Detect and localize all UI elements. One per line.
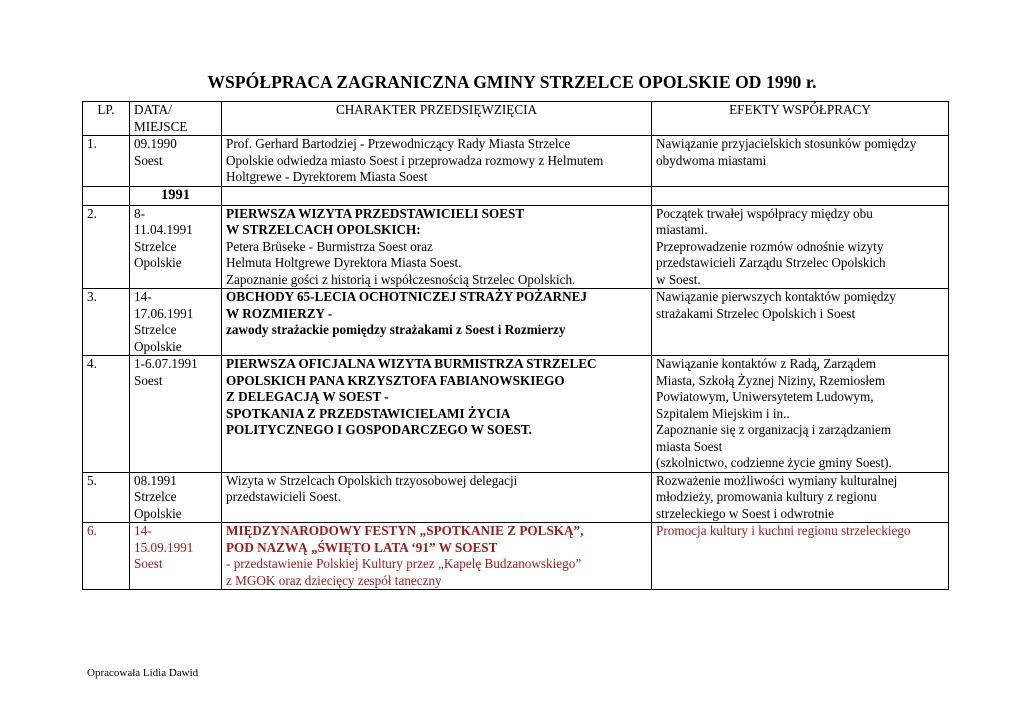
cell-line: młodzieży, promowania kultury z regionu — [656, 489, 877, 504]
table-body — [83, 136, 949, 590]
cell-line: 17.06.1991 — [134, 305, 194, 321]
cell-line: Zapoznanie się z organizacją i zarządzaniem — [656, 422, 892, 437]
cell-line: strzeleckiego w Soest i odwrotnie — [656, 505, 834, 521]
header-date-line1: DATA/ — [134, 102, 172, 117]
cell-charakter — [222, 289, 652, 356]
cell-line: Wizyta w Strzelcach Opolskich trzyosobowej delegacji — [226, 472, 518, 488]
cell-efekty — [652, 205, 949, 289]
cell-line: POD NAZWĄ „ŚWIĘTO LATA ‘91” W SOEST — [226, 539, 498, 555]
cell-charakter — [222, 356, 652, 473]
cell-line: Zapoznanie gości z historią i współczesnością Strzelec Opolskich. — [226, 271, 576, 287]
cell-line: Rozważenie możliwości wymiany kulturalnej — [656, 472, 898, 488]
cell-line: 14- — [134, 523, 152, 538]
cell-date-place — [130, 356, 222, 473]
cell-line: miastami. — [656, 222, 708, 237]
cell-line: Z DELEGACJĄ W SOEST - — [226, 389, 389, 404]
table-row — [83, 289, 949, 356]
table-row — [83, 523, 949, 590]
cell-line: 15.09.1991 — [134, 539, 194, 555]
cell-empty — [222, 186, 652, 205]
cell-line: PIERWSZA WIZYTA PRZEDSTAWICIELI SOEST — [226, 205, 525, 221]
cell-line: Soest — [134, 372, 163, 388]
cell-line: SPOTKANIA Z PRZEDSTAWICIELAMI ŻYCIA — [226, 405, 511, 421]
cell-line: Nawiązanie pierwszych kontaktów pomiędzy — [656, 289, 896, 304]
cell-line: 14- — [134, 289, 152, 304]
header-efekty: EFEKTY WSPÓŁPRACY — [652, 102, 949, 136]
cell-line: Przeprowadzenie rozmów odnośnie wizyty — [656, 238, 884, 254]
table-row — [83, 136, 949, 187]
cell-line: Opolskie — [134, 338, 182, 354]
cell-line: Petera Brüseke - Burmistrza Soest oraz — [226, 238, 433, 254]
cell-line: 8- — [134, 205, 145, 221]
cell-efekty — [652, 472, 949, 523]
cell-line: miasta Soest — [656, 438, 723, 454]
cell-lp: 5. — [83, 472, 130, 523]
table-row — [83, 472, 949, 523]
cell-lp: 4. — [83, 356, 130, 473]
cell-efekty — [652, 523, 949, 590]
cell-line: zawody strażackie pomiędzy strażakami z Soest i Rozmierzy — [226, 322, 566, 337]
cell-line: 08.1991 — [134, 472, 177, 488]
cell-charakter — [222, 472, 652, 523]
cell-line: Nawiązanie kontaktów z Radą, Zarządem — [656, 356, 877, 371]
cell-line: (szkolnictwo, codzienne życie gminy Soest). — [656, 455, 892, 470]
cell-empty — [83, 186, 130, 205]
cell-line: Powiatowym, Uniwersytetem Ludowym, — [656, 389, 874, 404]
cell-line: strażakami Strzelec Opolskich i Soest — [656, 305, 856, 321]
cell-line: Strzelce — [134, 238, 177, 254]
cell-line: Szpitalem Miejskim i in.. — [656, 405, 790, 421]
cell-line: OBCHODY 65-LECIA OCHOTNICZEJ STRAŻY POŻARNEJ — [226, 289, 587, 304]
cooperation-table — [82, 101, 949, 590]
header-date-line2: MIEJSCE — [134, 118, 188, 134]
cell-line: 09.1990 — [134, 136, 177, 151]
cell-date-place — [130, 472, 222, 523]
year-label: 1991 — [130, 186, 222, 205]
cell-line: 11.04.1991 — [134, 222, 193, 237]
cell-date-place — [130, 523, 222, 590]
table-row — [83, 356, 949, 473]
page-title: WSPÓŁPRACA ZAGRANICZNA GMINY STRZELCE OPOLSKIE OD 1990 r. — [207, 72, 817, 92]
cell-line: w Soest. — [656, 271, 701, 287]
footer-author: Opracowała Lidia Dawid — [87, 667, 199, 679]
cell-line: POLITYCZNEGO I GOSPODARCZEGO W SOEST. — [226, 422, 532, 437]
cell-date-place — [130, 205, 222, 289]
cell-line: Strzelce — [134, 322, 177, 337]
cell-charakter — [222, 136, 652, 187]
cell-line: Prof. Gerhard Bartodziej - Przewodniczący Rady Miasta Strzelce — [226, 136, 571, 151]
cell-line: Soest — [134, 556, 163, 571]
cell-line: Miasta, Szkołą Żyznej Niziny, Rzemiosłem — [656, 372, 886, 388]
cell-line: OPOLSKICH PANA KRZYSZTOFA FABIANOWSKIEGO — [226, 372, 565, 388]
cell-line: Opolskie odwiedza miasto Soest i przeprowadza rozmowy z Helmutem — [226, 152, 604, 168]
cell-line: Helmuta Holtgrewe Dyrektora Miasta Soest. — [226, 255, 462, 270]
cell-date-place — [130, 289, 222, 356]
cell-line: PIERWSZA OFICJALNA WIZYTA BURMISTRZA STRZELEC — [226, 356, 597, 371]
header-lp: LP. — [83, 102, 130, 136]
cell-line: - przedstawienie Polskiej Kultury przez „Kapelę Budzanowskiego” — [226, 556, 582, 571]
header-date-place — [130, 102, 222, 136]
cell-date-place — [130, 136, 222, 187]
cell-line: przedstawicieli Zarządu Strzelec Opolskich — [656, 255, 886, 270]
table-row — [83, 205, 949, 289]
cell-line: Holtgrewe - Dyrektorem Miasta Soest — [226, 169, 428, 184]
cell-charakter — [222, 523, 652, 590]
cell-line: Soest — [134, 152, 163, 168]
cell-line: W ROZMIERZY - — [226, 305, 333, 321]
cell-line: Początek trwałej współpracy między obu — [656, 205, 873, 221]
cell-empty — [652, 186, 949, 205]
cell-line: obydwoma miastami — [656, 152, 767, 168]
cell-lp: 3. — [83, 289, 130, 356]
cell-line: 1-6.07.1991 — [134, 356, 198, 371]
cell-efekty — [652, 136, 949, 187]
table-header-row — [83, 102, 949, 136]
cell-line: Strzelce — [134, 489, 177, 504]
header-charakter: CHARAKTER PRZEDSIĘWZIĘCIA — [222, 102, 652, 136]
cell-line: MIĘDZYNARODOWY FESTYN „SPOTKANIE Z POLSKĄ”, — [226, 523, 584, 538]
cell-line: przedstawicieli Soest. — [226, 489, 341, 504]
cell-lp: 6. — [83, 523, 130, 590]
cell-line: Promocja kultury i kuchni regionu strzeleckiego — [656, 523, 911, 538]
year-separator-row — [83, 186, 949, 205]
cell-efekty — [652, 289, 949, 356]
cell-line: z MGOK oraz dziecięcy zespół taneczny — [226, 572, 442, 588]
cell-line: Opolskie — [134, 505, 182, 521]
cell-charakter — [222, 205, 652, 289]
cell-lp: 1. — [83, 136, 130, 187]
cell-lp: 2. — [83, 205, 130, 289]
cell-efekty — [652, 356, 949, 473]
cell-line: W STRZELCACH OPOLSKICH: — [226, 222, 421, 237]
cell-line: Nawiązanie przyjacielskich stosunków pomiędzy — [656, 136, 917, 151]
cell-line: Opolskie — [134, 255, 182, 270]
